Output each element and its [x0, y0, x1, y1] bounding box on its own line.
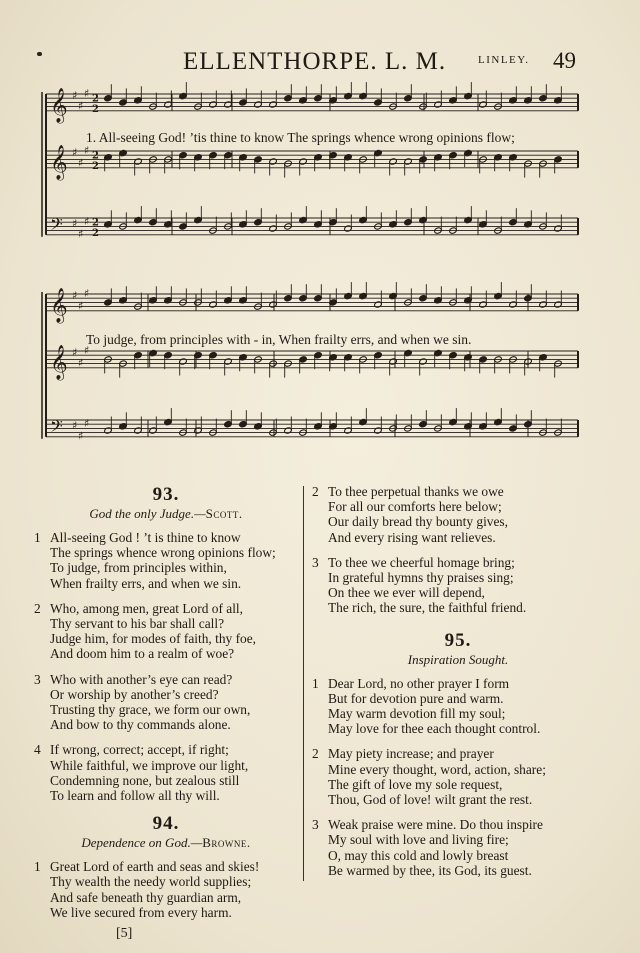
sharp-icon: ♯	[84, 417, 90, 431]
verse-line: Our daily bread thy bounty gives,	[328, 514, 508, 530]
verse-line: All-seeing God ! ’t is thine to know	[50, 530, 241, 545]
sharp-icon: ♯	[84, 86, 90, 100]
verse-line: If wrong, correct; accept, if right;	[50, 742, 229, 758]
verse-line: O, may this cold and lowly breast	[328, 847, 509, 863]
hymn-subject: Inspiration Sought.	[407, 651, 509, 667]
verse-line: When frailty errs, and when we sin.	[50, 575, 242, 591]
sharp-icon: ♯	[78, 156, 84, 170]
sharp-icon: ♯	[84, 286, 90, 300]
verse-line: Who with another’s eye can read?	[50, 671, 233, 687]
stanza	[308, 817, 608, 878]
verse-line: To thee perpetual thanks we owe	[328, 484, 504, 499]
stanza	[30, 530, 302, 591]
verse-line: To thee we cheerful homage bring;	[328, 554, 515, 570]
verse-line: The gift of love my sole request,	[328, 776, 503, 792]
time-signature: 2	[92, 103, 99, 115]
stanza-number: 3	[34, 671, 41, 687]
page-number: 49	[553, 48, 576, 73]
verse-line: For all our comforts here below;	[328, 499, 502, 515]
verse-line: And bow to thy commands alone.	[50, 717, 231, 733]
stanza	[308, 484, 608, 545]
stanza-number: 2	[34, 600, 41, 616]
sharp-icon: ♯	[84, 343, 90, 357]
sharp-icon: ♯	[78, 429, 84, 443]
tune-title: ELLENTHORPE. L. M.	[183, 48, 447, 75]
hymn-subject-line	[30, 506, 302, 522]
column-divider	[303, 486, 304, 881]
hymn-number: 95.	[444, 629, 472, 651]
stanza	[308, 676, 608, 737]
sharp-icon: ♯	[72, 346, 78, 359]
time-signature: 2	[92, 93, 99, 105]
hymn-number: 93.	[152, 484, 180, 505]
score-lyrics-line-2: To judge, from principles with - in, When frailty errs, and when we sin.	[86, 332, 472, 347]
verse-line: Who, among men, great Lord of all,	[50, 600, 243, 616]
verse-line: While faithful, we improve our light,	[50, 757, 249, 773]
sharp-icon: ♯	[72, 289, 78, 302]
hymn-number: 94.	[152, 813, 180, 835]
verse-line: The springs whence wrong opinions flow;	[50, 545, 276, 561]
verse-line: May piety increase; and prayer	[328, 746, 494, 762]
verse-line: To learn and follow all thy will.	[50, 788, 220, 804]
time-signature: 2	[92, 227, 99, 239]
verse-line: Mine every thought, word, action, share;	[328, 761, 546, 777]
verse-line: Thy wealth the needy world supplies;	[50, 874, 252, 890]
time-signature: 2	[92, 217, 99, 229]
right-column	[308, 484, 608, 888]
stanza-number: 2	[312, 746, 319, 762]
time-signature: 2	[92, 160, 99, 172]
verse-line: We live secured from every harm.	[50, 904, 232, 920]
verse-line: Trusting thy grace, we form our own,	[50, 702, 251, 718]
stanza	[30, 742, 302, 803]
sharp-icon: ♯	[72, 146, 78, 159]
stanza-number: 1	[34, 530, 41, 545]
bass-clef-icon: 𝄢	[50, 213, 63, 238]
verse-line: My soul with love and living fire;	[328, 832, 509, 848]
sharp-icon: ♯	[72, 419, 78, 433]
stanza	[30, 601, 302, 662]
hymn-subject-line	[308, 652, 608, 668]
sharp-icon: ♯	[78, 99, 84, 113]
sharp-icon: ♯	[78, 299, 84, 313]
verse-line: Dear Lord, no other prayer I form	[328, 675, 510, 691]
sharp-icon: ♯	[78, 227, 84, 241]
sharp-icon: ♯	[72, 217, 78, 231]
hymn-subject-line	[30, 835, 302, 851]
bass-clef-icon: 𝄢	[50, 415, 63, 440]
stanza-number: 3	[312, 817, 319, 833]
hymn-subject: Dependence on God.—	[81, 835, 203, 851]
composer-name: LINLEY.	[478, 54, 530, 66]
stanza	[30, 672, 302, 733]
treble-clef-icon: 𝄞	[50, 287, 68, 323]
score-lyrics-line-1: 1. All-seeing God! ’tis thine to know The springs whence wrong opinions flow;	[86, 130, 515, 145]
sharp-icon: ♯	[72, 89, 78, 102]
verse-line: The rich, the sure, the faithful friend.	[328, 600, 527, 616]
sharp-icon: ♯	[84, 143, 90, 157]
verse-line: May love for thee each thought control.	[328, 721, 541, 737]
verse-line: Condemning none, but zealous still	[50, 772, 240, 788]
stanza-number: 1	[312, 675, 319, 691]
time-signature: 2	[92, 150, 99, 162]
verse-line: May warm devotion fill my soul;	[328, 706, 506, 722]
verse-line: Thou, God of love! wilt grant the rest.	[328, 792, 533, 808]
verse-line: And doom him to a realm of woe?	[50, 646, 235, 662]
signature-mark: [5]	[116, 926, 133, 942]
stanza-number: 2	[312, 484, 319, 499]
verse-line: Great Lord of earth and seas and skies!	[50, 859, 260, 875]
left-column	[30, 484, 302, 941]
verse-line: Judge him, for modes of faith, thy foe,	[50, 631, 257, 647]
stanza-number: 4	[34, 742, 41, 758]
verse-line: Be warmed by thee, its God, its guest.	[328, 862, 532, 878]
stanza	[308, 555, 608, 616]
verse-line: And every rising want relieves.	[328, 529, 496, 545]
stanza-number: 3	[312, 554, 319, 570]
verse-line: And safe beneath thy guardian arm,	[50, 889, 242, 905]
stanza	[308, 746, 608, 807]
treble-clef-icon: 𝄞	[50, 144, 68, 180]
verse-line: On thee we ever will depend,	[328, 585, 485, 601]
verse-line: But for devotion pure and warm.	[328, 690, 504, 706]
hymn-author: Browne.	[202, 835, 251, 851]
sharp-icon: ♯	[78, 356, 84, 370]
treble-clef-icon: 𝄞	[50, 87, 68, 123]
verse-line: Weak praise were mine. Do thou inspire	[328, 817, 543, 833]
stanza-number: 1	[34, 859, 41, 875]
sharp-icon: ♯	[84, 215, 90, 229]
treble-clef-icon: 𝄞	[50, 344, 68, 380]
hymn-author: Scott.	[205, 506, 243, 521]
stanza	[30, 859, 302, 920]
verse-line: Or worship by another’s creed?	[50, 686, 219, 702]
verse-line: Thy servant to his bar shall call?	[50, 616, 225, 632]
hymn-subject: God the only Judge.—	[89, 506, 206, 521]
verse-line: To judge, from principles within,	[50, 560, 227, 576]
verse-line: In grateful hymns thy praises sing;	[328, 570, 514, 586]
